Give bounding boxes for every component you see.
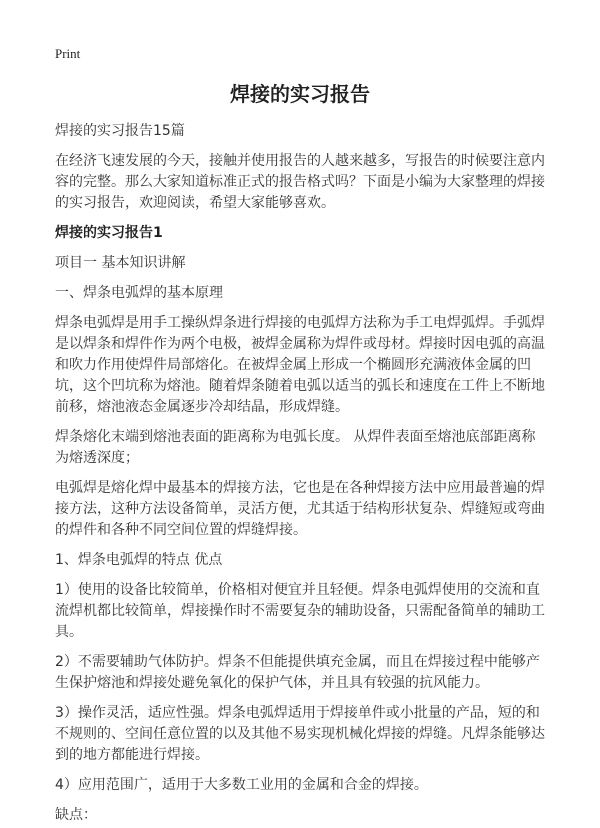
advantage-item-4: 4）应用范围广，适用于大多数工业用的金属和合金的焊接。 — [55, 777, 428, 793]
principle-paragraph-3: 电弧焊是熔化焊中最基本的焊接方法，它也是在各种焊接方法中应用最普遍的焊接方法，这种方法设备简单，灵活方便，尤其适于结构形状复杂、焊缝短或弯曲的焊件和各种不同空间位置的焊缝焊接。 — [55, 480, 545, 538]
principle-paragraph-2: 焊条熔化末端到熔池表面的距离称为电弧长度。 从焊件表面至熔池底部距离称为熔透深度； — [55, 429, 536, 466]
page-title: 焊接的实习报告 — [230, 82, 370, 106]
advantage-item-2: 2）不需要辅助气体防护。焊条不但能提供填充金属，而且在焊接过程中能够产生保护熔池和焊接处避免氧化的保护气体，并且具有较强的抗风能力。 — [55, 654, 540, 691]
doc-subtitle: 焊接的实习报告15篇 — [55, 123, 185, 139]
disadvantages-label: 缺点： — [55, 807, 97, 823]
report-1-heading: 焊接的实习报告1 — [55, 225, 163, 241]
section-1-heading: 一、焊条电弧焊的基本原理 — [55, 285, 223, 301]
principle-paragraph-1: 焊条电弧焊是用手工操纵焊条进行焊接的电弧焊方法称为手工电焊弧焊。手弧焊是以焊条和焊件作为两个电极，被焊金属称为焊件或母材。焊接时因电弧的高温和吹力作用使焊件局部熔化。在被焊金属上形成一个椭圆形充满液体金属的凹坑，这个凹坑称为熔池。随着焊条随着电弧以适当的弧长和速度在工件上不断地前移，熔池液态金属逐步冷却结晶，形成焊缝。 — [55, 315, 545, 415]
advantage-item-1: 1）使用的设备比较简单，价格相对便宜并且轻便。焊条电弧焊使用的交流和直流焊机都比较简单，焊接操作时不需要复杂的辅助设备，只需配备简单的辅助工具。 — [55, 582, 545, 640]
print-link[interactable]: Print — [55, 46, 81, 61]
features-heading: 1、焊条电弧焊的特点 优点 — [55, 552, 223, 568]
project-1-heading: 项目一 基本知识讲解 — [55, 255, 186, 271]
intro-paragraph: 在经济飞速发展的今天，接触并使用报告的人越来越多，写报告的时候要注意内容的完整。那么大家知道标准正式的报告格式吗？下面是小编为大家整理的焊接的实习报告，欢迎阅读，希望大家能够喜欢。 — [55, 153, 545, 211]
advantage-item-3: 3）操作灵活，适应性强。焊条电弧焊适用于焊接单件或小批量的产品，短的和不规则的、空间任意位置的以及其他不易实现机械化焊接的焊缝。凡焊条能够达到的地方都能进行焊接。 — [55, 705, 545, 763]
